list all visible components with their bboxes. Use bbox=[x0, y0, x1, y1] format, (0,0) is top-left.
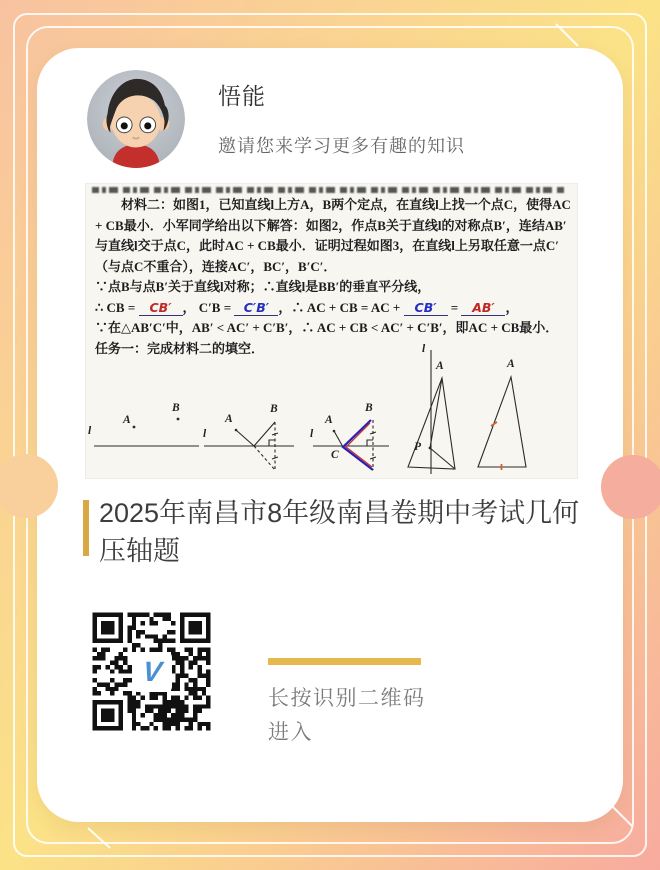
figure4-line-label: l bbox=[422, 343, 426, 355]
qr-logo-letter: V bbox=[141, 656, 164, 687]
figure-strip bbox=[86, 343, 579, 479]
problem-text bbox=[95, 195, 572, 359]
figure1-line-label: l bbox=[88, 425, 92, 437]
problem-paragraph-1: 材料二：如图1，已知直线l上方A，B两个定点，在直线l上找一个点C，使得AC + CB最小．小军同学给出以下解答：如图2，作点B关于直线l的对称点B′，连结AB′与直线l交于点C，此时AC + CB最小．证明过程如图3，在直线l上另取任意一点C′（与点C不重合），连接AC′，BC′，B′C′． bbox=[95, 197, 571, 274]
figure4-point-p-label: P bbox=[414, 441, 422, 453]
problem-paragraph-2: ∵点B与点B′关于直线l对称；∴直线l是BB′的垂直平分线， bbox=[95, 279, 431, 294]
avatar bbox=[87, 70, 185, 168]
figure4-point-a-label: A bbox=[436, 360, 444, 372]
qr-instruction-line2: 进入 bbox=[268, 721, 313, 744]
user-name: 悟能 bbox=[218, 83, 266, 109]
divider-bar bbox=[268, 658, 421, 665]
invite-subtitle: 邀请您来学习更多有趣的知识 bbox=[218, 136, 465, 156]
qr-logo bbox=[132, 652, 172, 692]
avatar-image bbox=[87, 70, 185, 168]
problem-paragraph-5: 任务一：完成材料二的填空． bbox=[95, 340, 265, 356]
problem-paragraph-4: ∵在△AB′C′中，AB′ < AC′ + C′B′，∴ AC + CB < AC′ + C′B′，即AC + CB最小． bbox=[95, 320, 559, 335]
figure3-point-a-label: A bbox=[325, 414, 333, 426]
figure3-point-b-label: B bbox=[365, 402, 373, 414]
fill-blank-3: CB′ bbox=[404, 301, 448, 316]
fill-blank-2: C′B′ bbox=[234, 301, 278, 316]
fill-blank-4: AB′ bbox=[461, 301, 505, 316]
figure5-point-a-label: A bbox=[507, 358, 515, 370]
figure3-point-c-label: C bbox=[331, 449, 339, 461]
figure2-point-a-label: A bbox=[225, 413, 233, 425]
qr-instruction-line1: 长按识别二维码 bbox=[268, 687, 426, 710]
qr-code[interactable] bbox=[88, 608, 215, 735]
cropped-text-smudge bbox=[92, 187, 567, 193]
post-title: 2025年南昌市8年级南昌卷期中考试几何压轴题 bbox=[99, 498, 580, 566]
figure3-line-label: l bbox=[310, 428, 314, 440]
title-accent-bar bbox=[83, 500, 89, 556]
fill-blank-1: CB′ bbox=[139, 301, 183, 316]
content-card bbox=[37, 48, 623, 822]
problem-fill-line: ∴ CB = CB′ ， C′B = C′B′ ，∴ AC + CB = AC + CB′ = AB′ ， bbox=[95, 299, 519, 315]
figure1-point-a-label: A bbox=[123, 414, 131, 426]
notch-right bbox=[601, 455, 660, 519]
figure2-line-label: l bbox=[203, 428, 207, 440]
figure1-point-b-label: B bbox=[172, 402, 180, 414]
problem-scan bbox=[85, 183, 578, 479]
figure2-point-b-label: B bbox=[270, 403, 278, 415]
